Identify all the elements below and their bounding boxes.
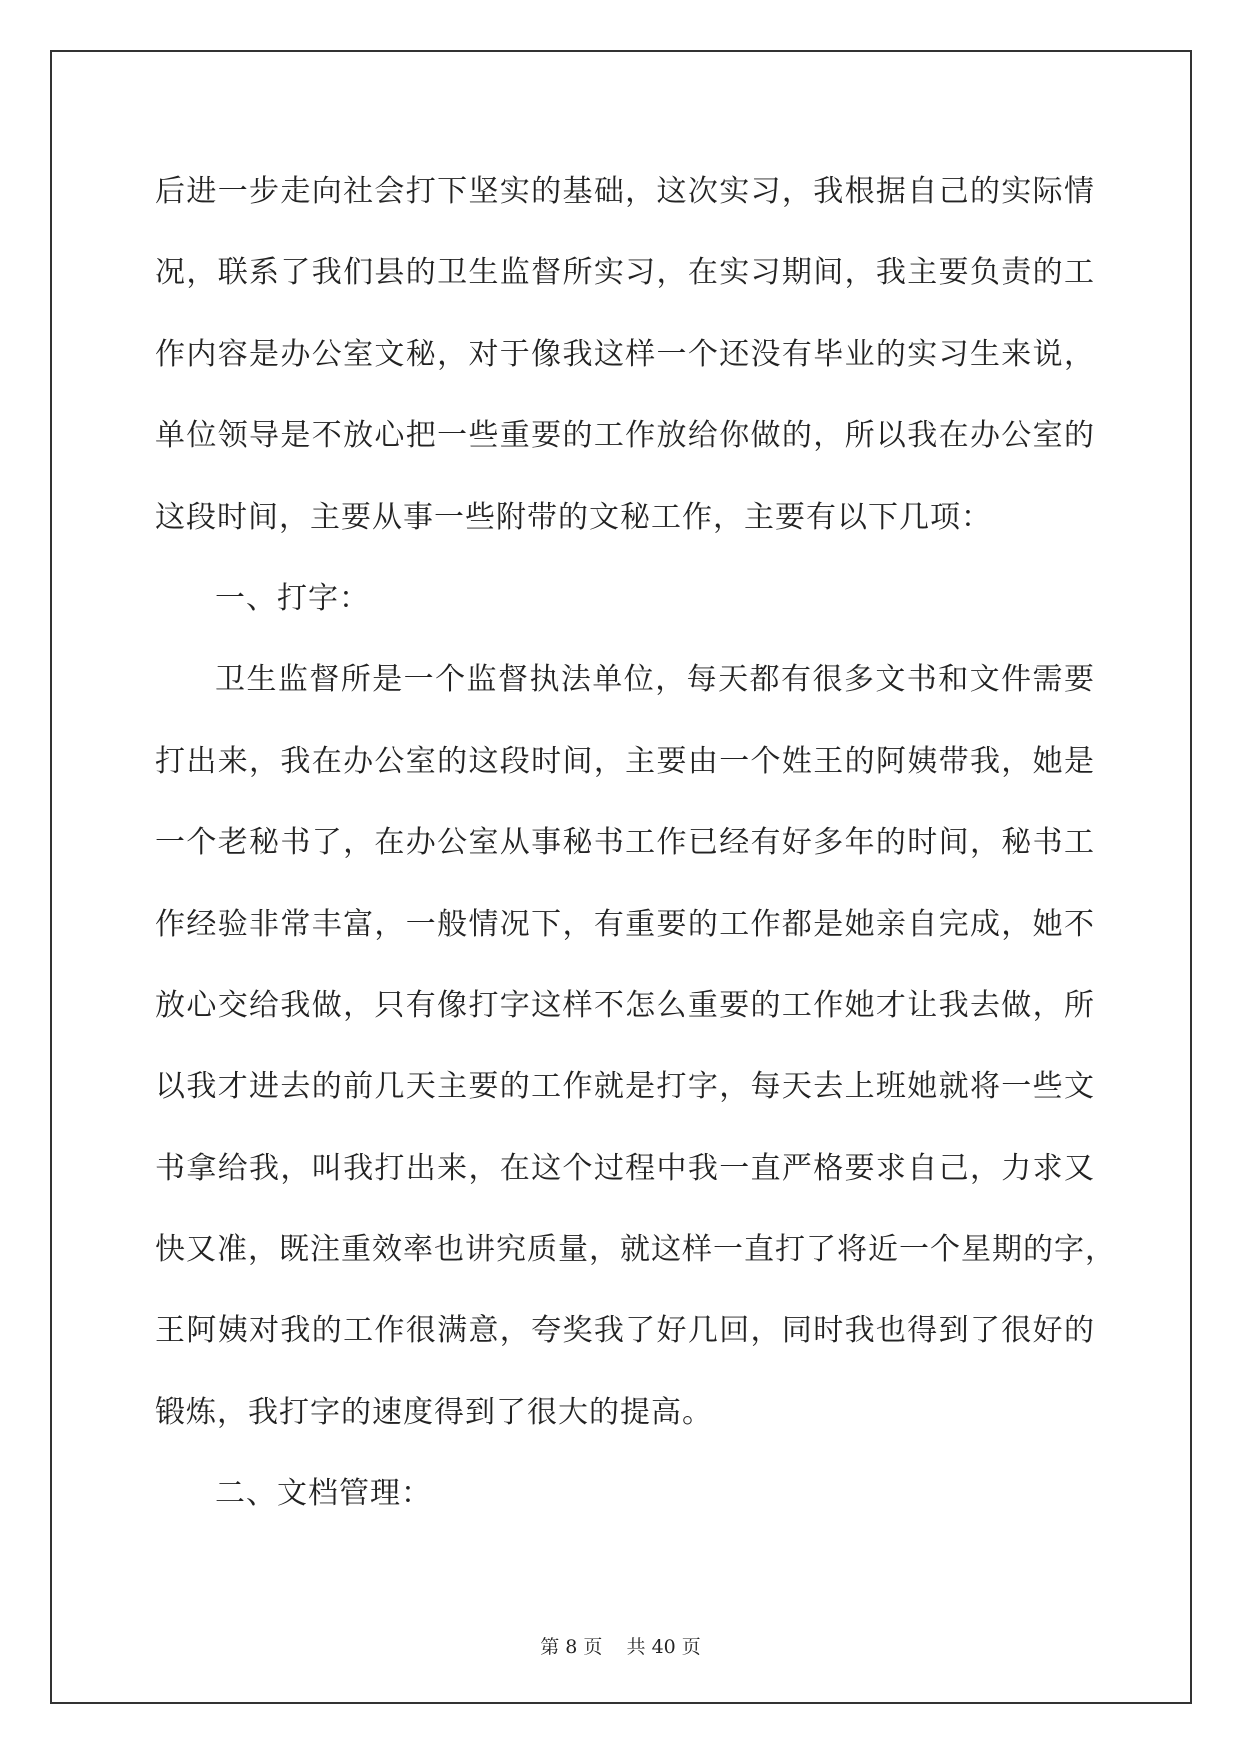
- paragraph-line: 后进一步走向社会打下坚实的基础，这次实习，我根据自己的实际情: [155, 174, 1095, 209]
- section-heading-typing: 一、打字：: [215, 580, 370, 616]
- paragraph-line: 单位领导是不放心把一些重要的工作放给你做的，所以我在办公室的: [155, 418, 1095, 454]
- paragraph-line: 快又准，既注重效率也讲究质量，就这样一直打了将近一个星期的字，: [155, 1232, 1116, 1268]
- document-body: [155, 164, 1116, 1548]
- paragraph-line: 打出来，我在办公室的这段时间，主要由一个姓王的阿姨带我，她是: [155, 743, 1095, 779]
- paragraph-line: 锻炼，我打字的速度得到了很大的提高。: [155, 1394, 713, 1430]
- paragraph-line: 一个老秘书了，在办公室从事秘书工作已经有好多年的时间，秘书工: [155, 825, 1095, 861]
- paragraph-line: 王阿姨对我的工作很满意，夸奖我了好几回，同时我也得到了很好的: [155, 1313, 1095, 1349]
- paragraph-line: 书拿给我，叫我打出来，在这个过程中我一直严格要求自己，力求又: [155, 1150, 1095, 1186]
- paragraph-line: 作内容是办公室文秘，对于像我这样一个还没有毕业的实习生来说，: [155, 336, 1095, 372]
- paragraph-line: 这段时间，主要从事一些附带的文秘工作，主要有以下几项：: [155, 499, 992, 535]
- paragraph-line: 卫生监督所是一个监督执法单位，每天都有很多文书和文件需要: [215, 662, 1095, 698]
- section-heading-document-management: 二、文档管理：: [215, 1476, 432, 1512]
- paragraph-line: 放心交给我做，只有像打字这样不怎么重要的工作她才让我去做，所: [155, 987, 1095, 1023]
- page-number-footer: 第 8 页 共 40 页: [540, 1636, 701, 1658]
- paragraph-line: 以我才进去的前几天主要的工作就是打字，每天去上班她就将一些文: [155, 1069, 1095, 1105]
- paragraph-line: 作经验非常丰富，一般情况下，有重要的工作都是她亲自完成，她不: [155, 906, 1095, 942]
- paragraph-line: 况，联系了我们县的卫生监督所实习，在实习期间，我主要负责的工: [155, 255, 1095, 291]
